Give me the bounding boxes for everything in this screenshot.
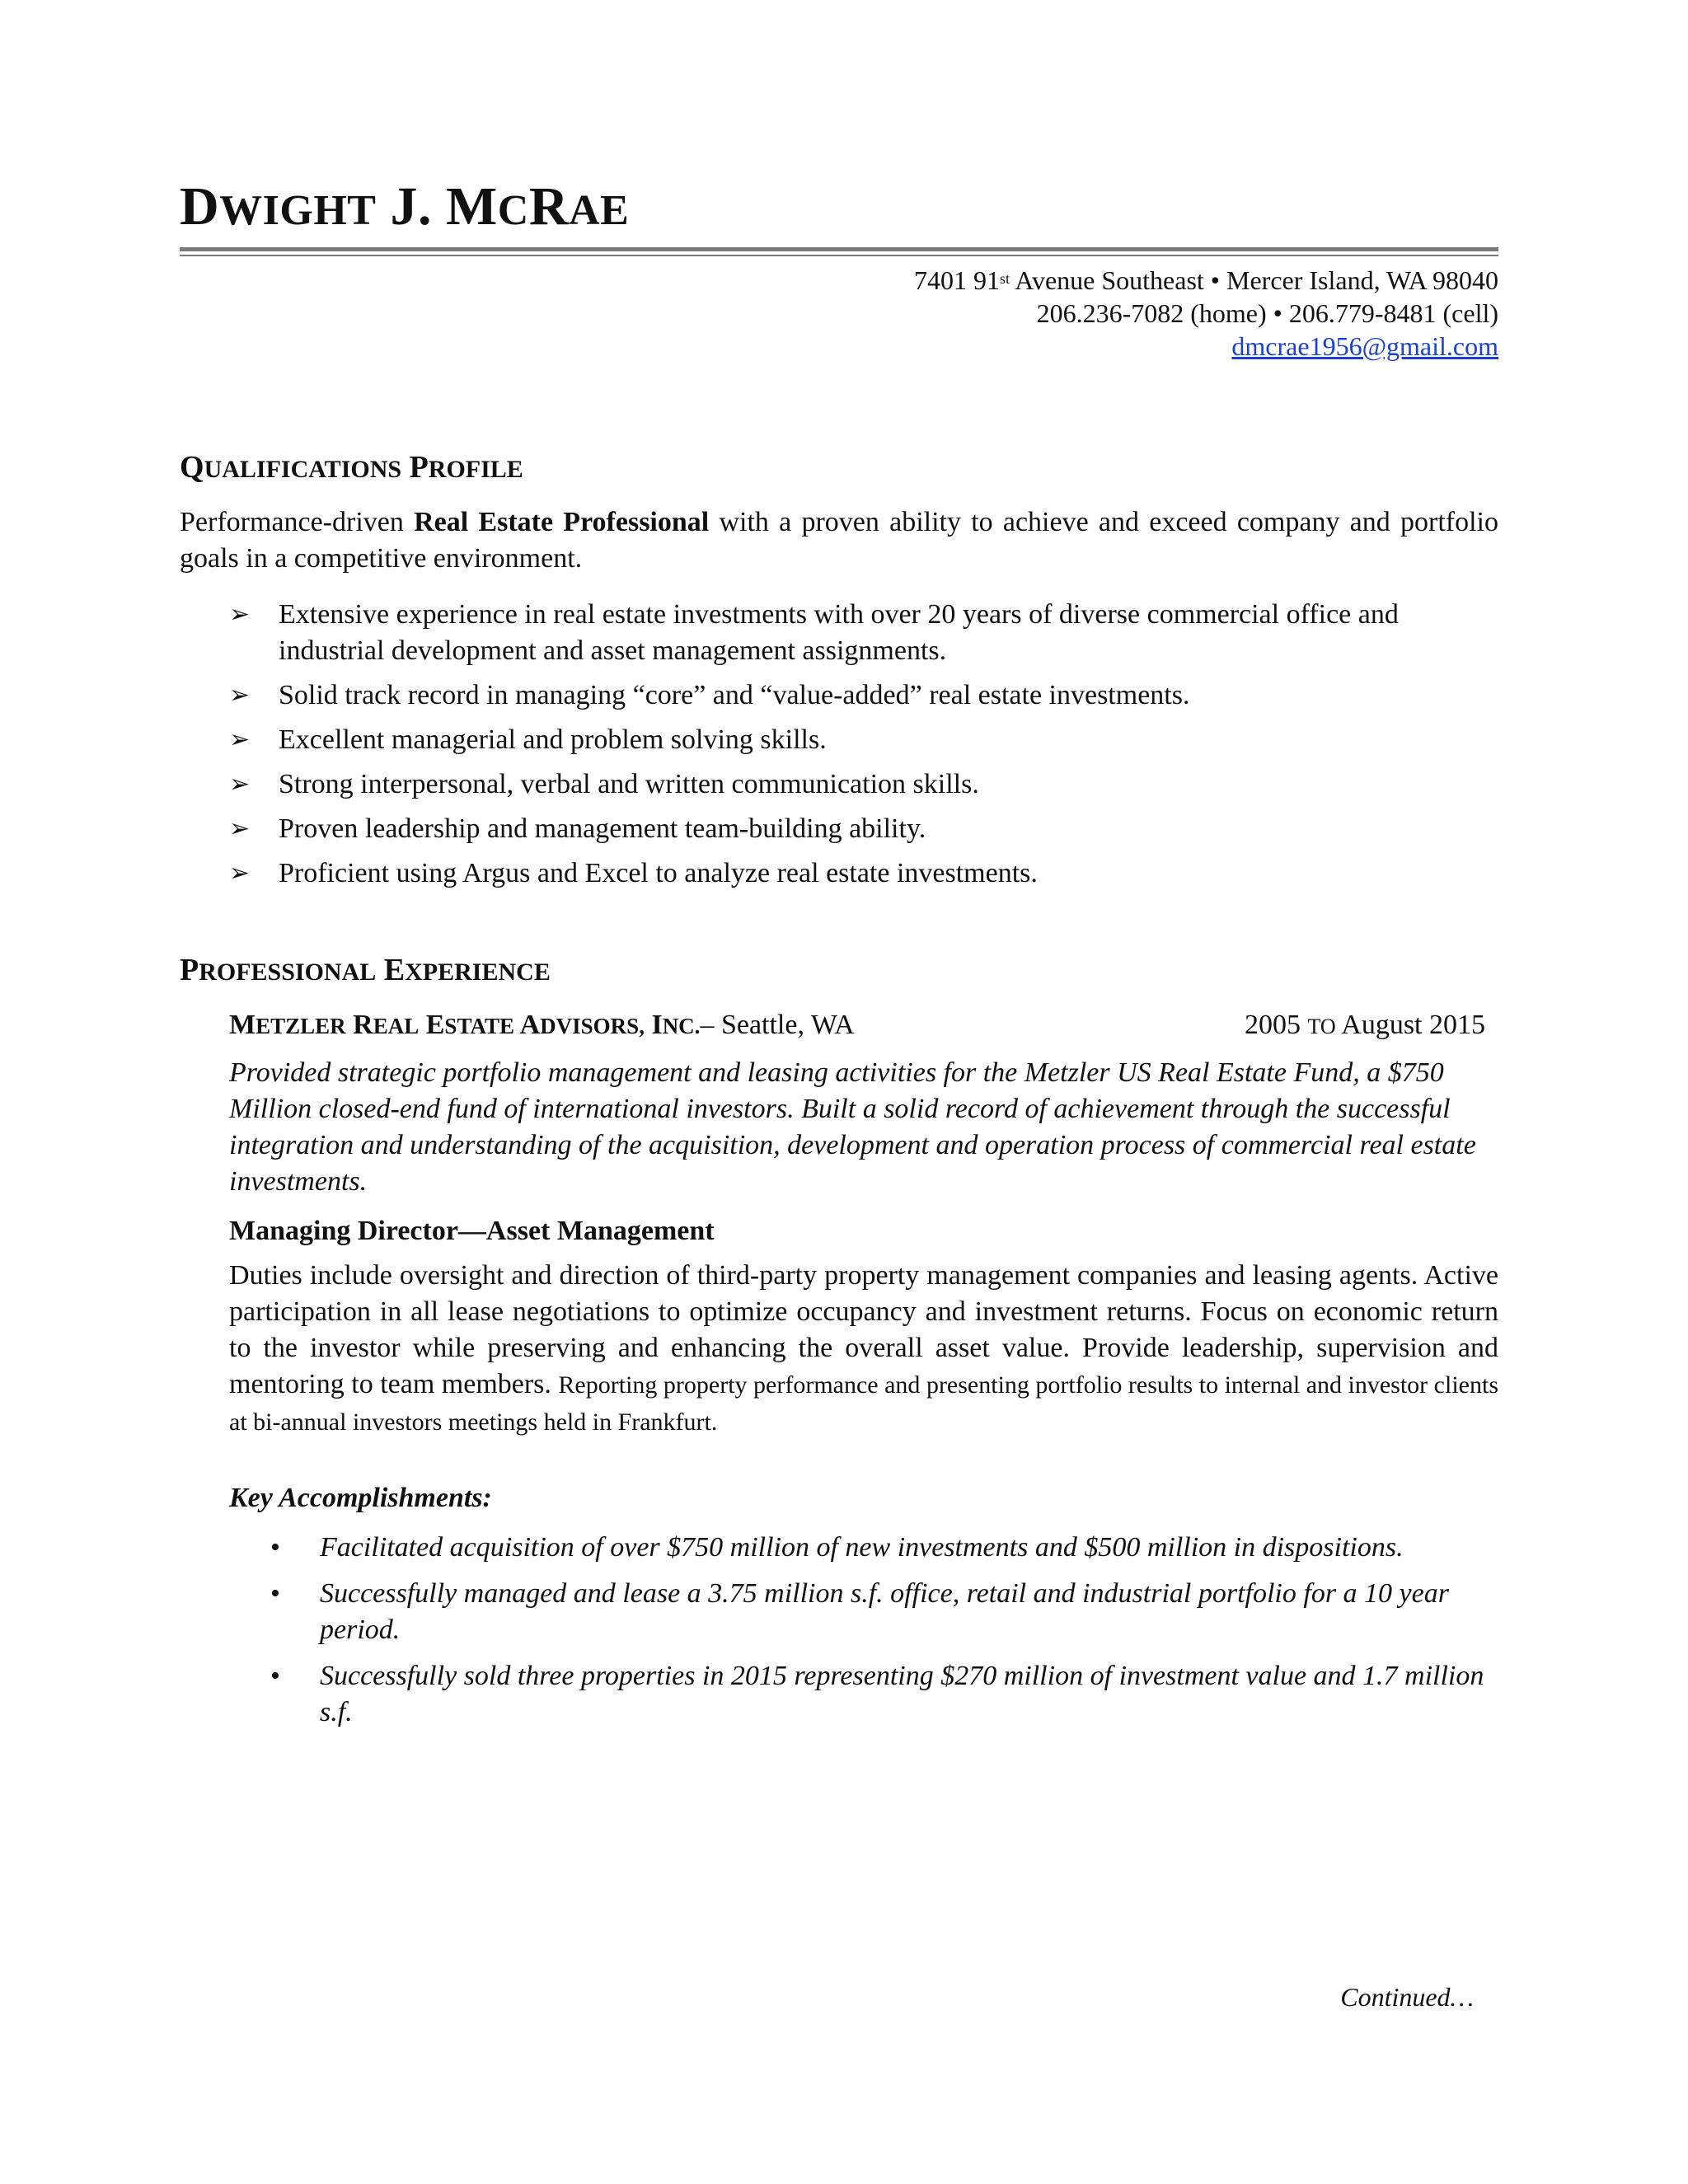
name-first-initial: D [180,176,220,237]
name-last-c: R [528,176,570,237]
candidate-name [180,176,630,237]
job-title: Managing Director—Asset Management [229,1216,715,1246]
name-last-b: C [497,187,529,234]
bullet-icon: • [270,1532,280,1563]
header-rule-thin [180,255,1498,256]
arrow-bullet-icon: ➢ [229,726,251,753]
key-accomplishments-heading: Key Accomplishments: [229,1483,492,1513]
list-item: • Successfully managed and lease a 3.75 million s.f. office, retail and industrial portfolio for a 10 year period. [270,1576,1498,1648]
name-middle: J. [390,176,432,237]
name-first-rest: WIGHT [219,187,377,234]
list-item: • Facilitated acquisition of over $750 million of new investments and $500 million in dispositions. [270,1530,1498,1566]
qualifications-heading: QUALIFICATIONS PROFILE [180,450,523,485]
header-rule-thick [180,247,1498,251]
arrow-bullet-icon: ➢ [229,682,251,709]
resume-page [180,0,1498,2184]
phone-numbers: 206.236-7082 (home) • 206.779-8481 (cell) [1036,298,1498,328]
employment-dates: 2005 TO August 2015 [1244,1010,1485,1040]
email-link[interactable]: dmcrae1956@gmail.com [1231,331,1498,361]
address: 7401 91st Avenue Southeast • Mercer Island, WA 98040 [913,265,1498,295]
bullet-icon: • [270,1578,280,1609]
list-item: ➢ Proficient using Argus and Excel to analyze real estate investments. [229,855,1498,892]
company-location: – Seattle, WA [700,1010,855,1040]
arrow-bullet-icon: ➢ [229,601,251,628]
arrow-bullet-icon: ➢ [229,860,251,887]
list-item: ➢ Strong interpersonal, verbal and written communication skills. [229,766,1498,803]
continued-note: Continued… [1340,1982,1474,2012]
list-item: ➢ Proven leadership and management team-building ability. [229,811,1498,847]
list-item: ➢ Excellent managerial and problem solving skills. [229,722,1498,758]
list-item: • Successfully sold three properties in 2015 representing $270 million of investment value and 1.7 million s.f. [270,1658,1498,1731]
name-last-a: M [446,176,498,237]
company-name: METZLER REAL ESTATE ADVISORS, INC. [229,1010,701,1040]
qualifications-intro: Performance-driven Real Estate Professional with a proven ability to achieve and exceed company and portfolio goals in a competitive environment. [180,507,1498,574]
name-last-d: AE [569,187,630,234]
arrow-bullet-icon: ➢ [229,771,251,798]
experience-heading: PROFESSIONAL EXPERIENCE [180,953,551,987]
bullet-icon: • [270,1661,280,1691]
job-duties: Duties include oversight and direction of third-party property management companies and leasing agents. Active participation in all lease negotiations to optimize occupancy and investment returns. Focus on economic return to the investor while preserving and enhancing the overall asset value. Provide leadership, supervision and mentoring to team members. Reporting property performance and presenting portfolio results to internal and investor clients at bi-annual investors meetings held in Frankfurt. [229,1260,1498,1436]
qualifications-list [229,597,1498,900]
company-line [229,1007,1498,1044]
list-item: ➢ Solid track record in managing “core” and “value-added” real estate investments. [229,677,1498,714]
company-summary: Provided strategic portfolio management and leasing activities for the Metzler US Real Estate Fund, a $750 Million closed-end fund of international investors. Built a solid record of achievement through the successful integration and understanding of the acquisition, development and operation process of commercial real estate investments. [229,1057,1476,1197]
list-item: ➢ Extensive experience in real estate investments with over 20 years of diverse commercial office and industrial development and asset management assignments. [229,597,1498,669]
arrow-bullet-icon: ➢ [229,815,251,842]
contact-block [914,264,1498,363]
accomplishments-list [270,1530,1498,1741]
